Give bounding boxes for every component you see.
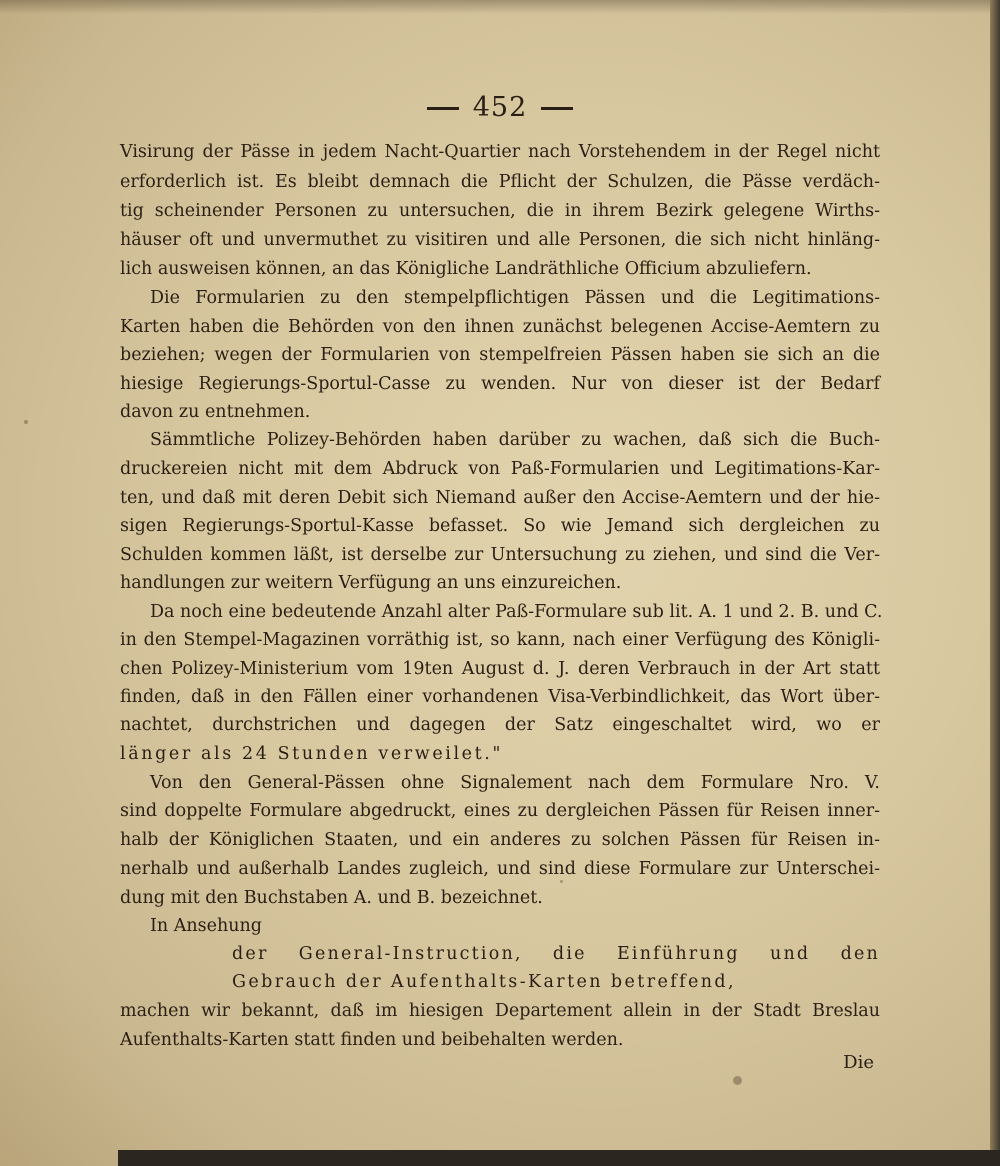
page-number bbox=[0, 92, 1000, 123]
text-line: davon zu entnehmen. bbox=[120, 402, 311, 422]
paper-speck bbox=[733, 1076, 742, 1085]
text-line: länger als 24 Stunden verweilet." bbox=[120, 744, 504, 764]
book-spine-edge bbox=[990, 0, 1000, 1166]
text-line: sigen Regierungs-Sportul-Kasse befasset. So wie Jemand sich dergleichen zu bbox=[120, 516, 880, 536]
spaced-heading-line: Gebrauch der Aufenthalts-Karten betreffend, bbox=[232, 972, 736, 992]
bottom-page-shadow bbox=[118, 1150, 1000, 1166]
text-line: machen wir bekannt, daß im hiesigen Departement allein in der Stadt Breslau bbox=[120, 1001, 880, 1021]
text-line: Karten haben die Behörden von den ihnen zunächst belegenen Accise-Aemtern zu bbox=[120, 317, 880, 337]
text-line: druckereien nicht mit dem Abdruck von Paß-Formularien und Legitimations-Kar- bbox=[120, 459, 880, 479]
dash-right bbox=[541, 107, 573, 110]
text-line: nerhalb und außerhalb Landes zugleich, und sind diese Formulare zur Unterschei- bbox=[120, 859, 880, 879]
paragraph-first-line: In Ansehung bbox=[150, 916, 263, 936]
catchword: Die bbox=[843, 1052, 874, 1073]
paragraph-first-line: Von den General-Pässen ohne Signalement nach dem Formulare Nro. V. bbox=[150, 773, 880, 793]
text-line: lich ausweisen können, an das Königliche Landräthliche Officium abzuliefern. bbox=[120, 259, 812, 279]
paper-speck bbox=[560, 880, 563, 883]
dash-left bbox=[427, 107, 459, 110]
spaced-heading-line: der General-Instruction, die Einführung und den bbox=[232, 944, 880, 964]
text-line: häuser oft und unvermuthet zu visitiren und alle Personen, die sich nicht hinläng- bbox=[120, 230, 880, 250]
text-line: erforderlich ist. Es bleibt demnach die Pflicht der Schulzen, die Pässe verdäch- bbox=[120, 172, 880, 192]
text-line: nachtet, durchstrichen und dagegen der Satz eingeschaltet wird, wo er bbox=[120, 715, 880, 735]
text-line: chen Polizey-Ministerium vom 19ten August d. J. deren Verbrauch in der Art statt bbox=[120, 659, 880, 679]
paper-speck bbox=[24, 420, 28, 424]
text-line: beziehen; wegen der Formularien von stempelfreien Pässen haben sie sich an die bbox=[120, 345, 880, 365]
text-line: Aufenthalts-Karten statt finden und beibehalten werden. bbox=[120, 1030, 624, 1050]
text-line: halb der Königlichen Staaten, und ein anderes zu solchen Pässen für Reisen in- bbox=[120, 830, 880, 850]
paragraph-first-line: Sämmtliche Polizey-Behörden haben darüber zu wachen, daß sich die Buch- bbox=[150, 430, 880, 450]
paragraph-first-line: Da noch eine bedeutende Anzahl alter Paß-Formulare sub lit. A. 1 und 2. B. und C. bbox=[150, 602, 883, 622]
text-line: Schulden kommen läßt, ist derselbe zur Untersuchung zu ziehen, und sind die Ver- bbox=[120, 545, 880, 565]
text-line: in den Stempel-Magazinen vorräthig ist, so kann, nach einer Verfügung des Königli- bbox=[120, 630, 880, 650]
text-line: dung mit den Buchstaben A. und B. bezeichnet. bbox=[120, 888, 543, 908]
text-line: sind doppelte Formulare abgedruckt, eines zu dergleichen Pässen für Reisen inner- bbox=[120, 801, 880, 821]
text-line: ten, und daß mit deren Debit sich Niemand außer den Accise-Aemtern und der hie- bbox=[120, 488, 880, 508]
text-line: Visirung der Pässe in jedem Nacht-Quartier nach Vorstehendem in der Regel nicht bbox=[120, 142, 880, 162]
paragraph-first-line: Die Formularien zu den stempelpflichtigen Pässen und die Legitimations- bbox=[150, 288, 880, 308]
text-line: handlungen zur weitern Verfügung an uns einzureichen. bbox=[120, 573, 622, 593]
text-line: hiesige Regierungs-Sportul-Casse zu wenden. Nur von dieser ist der Bedarf bbox=[120, 374, 880, 394]
page-top-shadow bbox=[0, 0, 1000, 14]
text-line: tig scheinender Personen zu untersuchen, die in ihrem Bezirk gelegene Wirths- bbox=[120, 201, 880, 221]
text-line: finden, daß in den Fällen einer vorhandenen Visa-Verbindlichkeit, das Wort über- bbox=[120, 687, 880, 707]
page-number-value: 452 bbox=[472, 92, 528, 123]
